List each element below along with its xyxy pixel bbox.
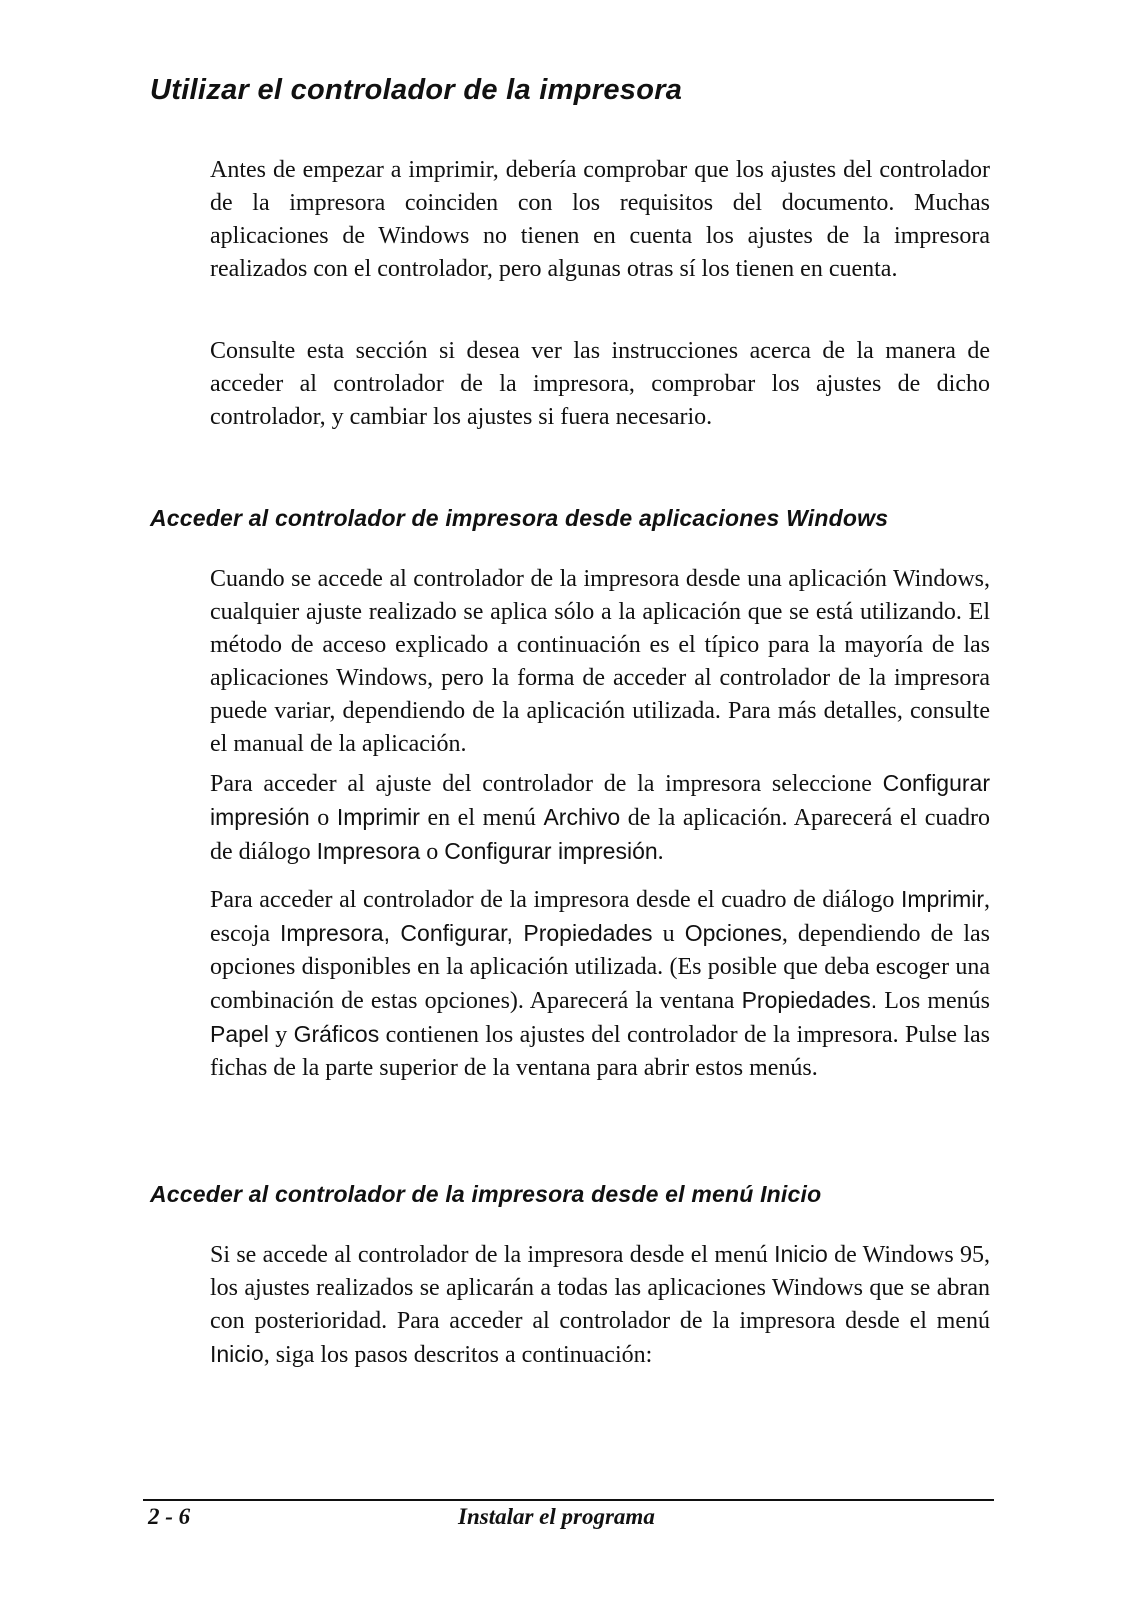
menu-term-opciones: Opciones (684, 920, 782, 946)
text-run: de la aplicación. Aparecerá el cuadro de diálogo (210, 805, 991, 865)
menu-term-propiedades: Propiedades. (741, 987, 878, 1013)
text-run: Para acceder al ajuste del controlador de la impresora seleccione (210, 771, 883, 797)
text-run: o (309, 805, 337, 831)
menu-term-inicio: Inicio (774, 1241, 828, 1267)
menu-term-inicio-2: Inicio (210, 1341, 264, 1367)
start-menu-paragraph-1 (210, 1238, 990, 1372)
applications-paragraph-2 (210, 767, 990, 869)
menu-term-graficos: Gráficos (293, 1021, 380, 1047)
menu-term-imprimir-2: Imprimir (900, 886, 984, 912)
text-run: Para acceder al controlador de la impresora desde el cuadro de diálogo (210, 887, 901, 913)
menu-term-papel: Papel (210, 1021, 269, 1047)
intro-paragraph-1: Antes de empezar a imprimir, debería comprobar que los ajustes del controlador de la impresora coinciden con los requisitos del documento. Muchas aplicaciones de Windows no tienen en cuenta los ajustes de la impresora realizados con el controlador, pero algunas otras sí los tienen en cuenta. (210, 157, 990, 282)
text-run: Si se accede al controlador de la impresora desde el menú (210, 1242, 775, 1268)
text-run: . (657, 839, 664, 865)
footer-chapter-title: Instalar el programa (458, 1504, 655, 1529)
menu-term-archivo: Archivo (543, 804, 621, 830)
page-title: Utilizar el controlador de la impresora (150, 74, 683, 106)
text-run: o (420, 839, 445, 865)
menu-term-configurar-impresion-2: Configurar impresión (444, 838, 658, 864)
page-number: 2 - 6 (148, 1504, 191, 1529)
text-run: contienen los ajustes del controlador de la impresora. Pulse las fichas de la parte superior de la ventana para abrir estos menús. (210, 1022, 991, 1081)
text-run: , siga los pasos descritos a continuación: (263, 1342, 653, 1368)
menu-term-impresora: Impresora (316, 838, 421, 864)
text-run: u (652, 921, 685, 947)
intro-paragraph-2: Consulte esta sección si desea ver las instrucciones acerca de la manera de acceder al controlador de la impresora, comprobar los ajustes de dicho controlador, y cambiar los ajustes si fuera necesario. (210, 338, 990, 430)
applications-paragraph-1: Cuando se accede al controlador de la impresora desde una aplicación Windows, cualquier ajuste realizado se aplica sólo a la aplicación que se está utilizando. El método de acceso explicado a continuación es el típico para la mayoría de las aplicaciones Windows, pero la forma de acceder al controlador de la impresora puede variar, dependiendo de la aplicación utilizada. Para más detalles, consulte el manual de la aplicación. (210, 566, 990, 757)
section-heading-start-menu: Acceder al controlador de la impresora desde el menú Inicio (150, 1181, 822, 1207)
text-run: , dependiendo de las opciones disponibles en la aplicación utilizada. (Es posible que deba escoger una combinación de estas opciones). Aparecerá la ventana (210, 921, 991, 1014)
text-run: Los menús (877, 988, 990, 1014)
text-run: y (268, 1022, 294, 1048)
footer-rule (143, 1499, 994, 1501)
applications-paragraph-3 (210, 883, 990, 1085)
text-run: de Windows 95, los ajustes realizados se aplicarán a todas las aplicaciones Windows que se abran con posterioridad. Para acceder al controlador de la impresora desde el menú (210, 1242, 991, 1334)
menu-term-configurar-impresion: Configurar impresión (210, 770, 990, 830)
menu-term-impresora-configurar-propiedades: Impresora, Configurar, Propiedades (280, 920, 653, 946)
text-run: en el menú (419, 805, 544, 831)
menu-term-imprimir: Imprimir (336, 804, 420, 830)
text-run: , escoja (210, 887, 990, 947)
section-heading-applications: Acceder al controlador de impresora desde aplicaciones Windows (150, 505, 889, 531)
